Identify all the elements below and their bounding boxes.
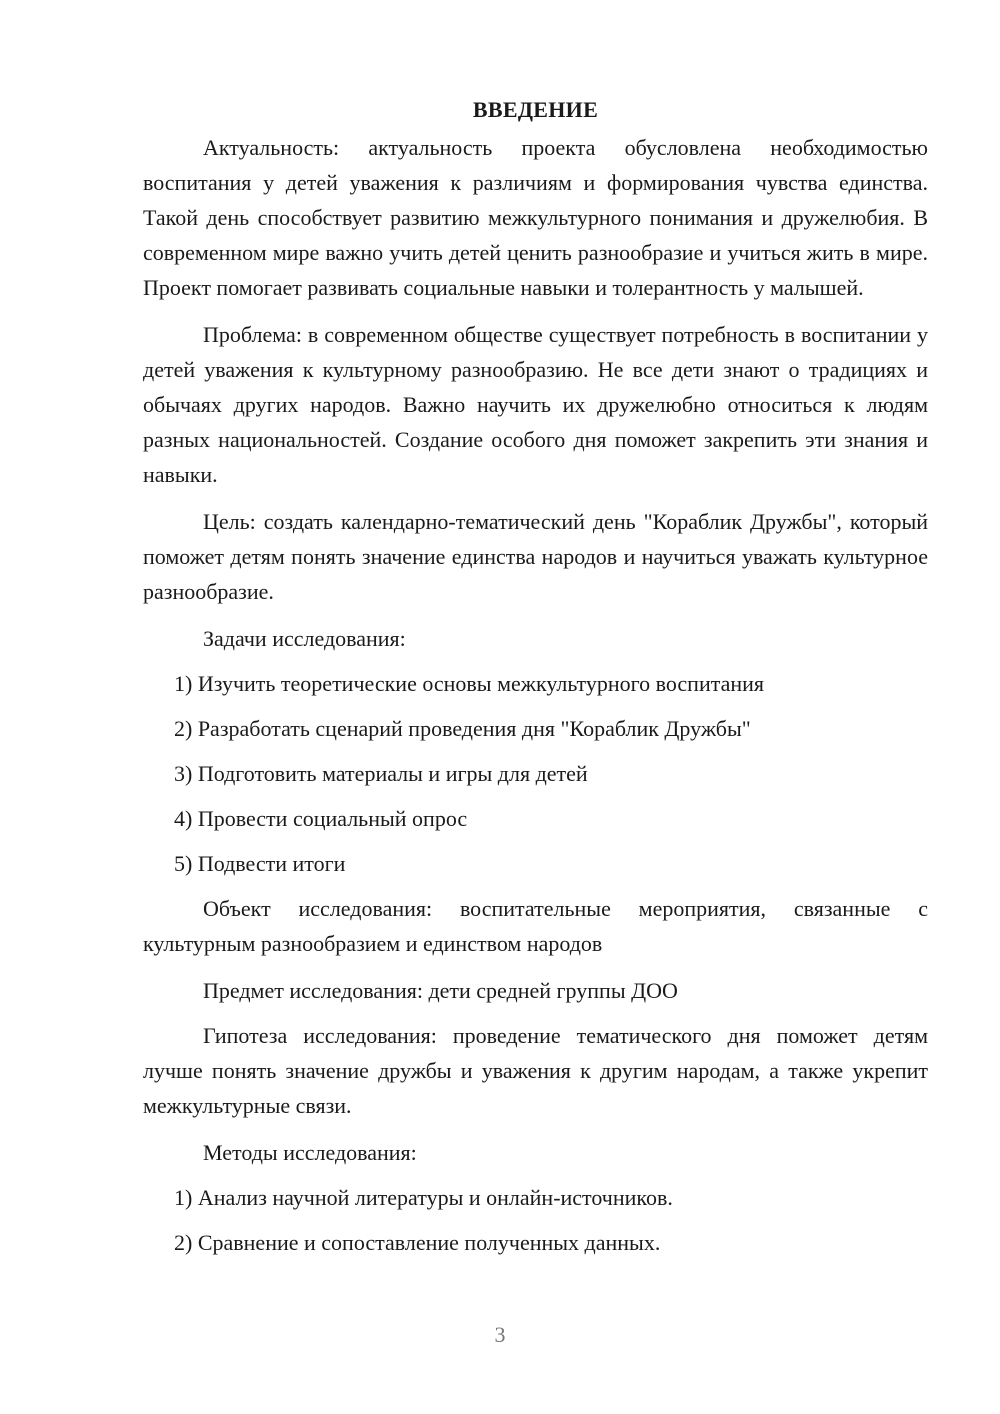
task-list-item-1: 1) Изучить теоретические основы межкультурного воспитания <box>174 671 765 696</box>
task-list-item-4: 4) Провести социальный опрос <box>174 806 468 831</box>
paragraph-hypothesis: Гипотеза исследования: проведение тематического дня поможет детям лучше понять значение дружбы и уважения к другим народам, а также укрепит межкультурные связи. <box>143 1023 928 1118</box>
paragraph-problem: Проблема: в современном обществе существует потребность в воспитании у детей уважения к культурному разнообразию. Не все дети знают о традициях и обычаях других народов. Важно научить их дружелюбно относиться к людям разных национальностей. Создание особого дня поможет закрепить эти знания и навыки. <box>143 322 928 487</box>
paragraph-methods-heading: Методы исследования: <box>203 1140 417 1165</box>
method-list-item-2: 2) Сравнение и сопоставление полученных данных. <box>174 1230 661 1255</box>
paragraph-subject: Предмет исследования: дети средней группы ДОО <box>203 978 678 1003</box>
task-list-item-2: 2) Разработать сценарий проведения дня "Кораблик Дружбы" <box>174 716 751 741</box>
paragraph-relevance: Актуальность: актуальность проекта обусловлена необходимостью воспитания у детей уважения к различиям и формирования чувства единства. Такой день способствует развитию межкультурного понимания и дружелюбия. В современном мире важно учить детей ценить разнообразие и учиться жить в мире. Проект помогает развивать социальные навыки и толерантность у малышей. <box>143 135 928 300</box>
task-list-item-3: 3) Подготовить материалы и игры для детей <box>174 761 588 786</box>
paragraph-object: Объект исследования: воспитательные мероприятия, связанные с культурным разнообразием и единством народов <box>143 896 928 956</box>
task-list-item-5: 5) Подвести итоги <box>174 851 346 876</box>
paragraph-goal: Цель: создать календарно-тематический день "Кораблик Дружбы", который поможет детям понять значение единства народов и научиться уважать культурное разнообразие. <box>143 509 928 604</box>
page-number: 3 <box>494 1322 506 1347</box>
document-page <box>143 92 928 1270</box>
paragraph-tasks-heading: Задачи исследования: <box>203 626 406 651</box>
method-list-item-1: 1) Анализ научной литературы и онлайн-источников. <box>174 1185 673 1210</box>
document-title: ВВЕДЕНИЕ <box>472 97 599 122</box>
